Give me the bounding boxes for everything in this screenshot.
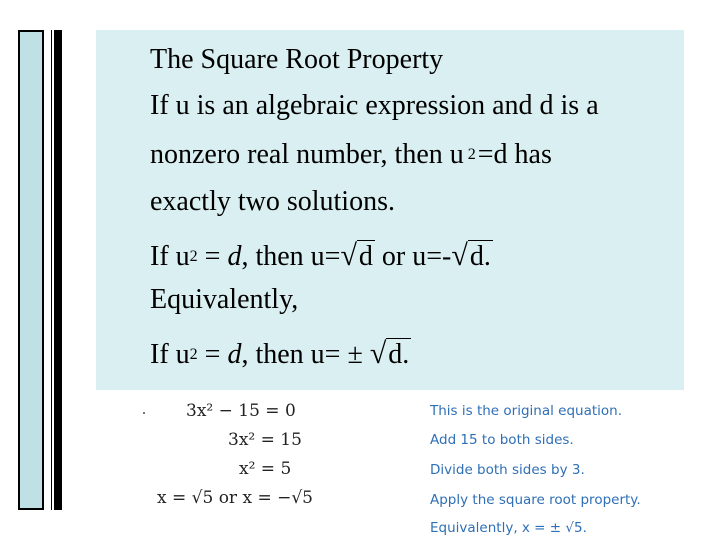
exponent: 2 xyxy=(189,346,198,363)
line2-text-a: nonzero real number, then u xyxy=(150,139,464,170)
step-note-4: Apply the square root property. xyxy=(430,492,641,508)
line2-text-b: =d has xyxy=(477,139,552,170)
equals-sign: = xyxy=(197,241,228,272)
plus-minus-line xyxy=(150,339,411,369)
equals-sign: = xyxy=(197,339,228,370)
variable-d: d xyxy=(227,241,242,272)
sqrt-argument: d. xyxy=(388,339,410,370)
left-decorative-stripe xyxy=(44,30,52,510)
stray-dot xyxy=(143,412,145,414)
sqrt-icon: √ xyxy=(340,239,357,272)
sqrt-expression xyxy=(451,241,492,271)
text-if-u: If u xyxy=(150,241,190,272)
equation-step-2: 3x² = 15 xyxy=(228,430,302,450)
exponent: 2 xyxy=(467,146,476,163)
equation-step-1: 3x² − 15 = 0 xyxy=(186,401,296,421)
slide-title: The Square Root Property xyxy=(150,44,444,75)
text-or: or u=- xyxy=(374,241,452,272)
text-then: , then u= xyxy=(241,241,341,272)
equivalently-label: Equivalently, xyxy=(150,284,299,315)
equation-step-4: x = √5 or x = −√5 xyxy=(157,488,313,508)
definition-line-3: exactly two solutions. xyxy=(150,186,395,217)
sqrt-icon: √ xyxy=(451,239,468,272)
left-decorative-bar xyxy=(18,30,44,510)
text-then: , then u= ± xyxy=(241,339,370,370)
step-note-1: This is the original equation. xyxy=(430,403,623,419)
exponent: 2 xyxy=(189,248,198,265)
step-note-3: Divide both sides by 3. xyxy=(430,462,585,478)
left-decorative-black-bar xyxy=(54,30,62,510)
sqrt-expression xyxy=(340,241,374,271)
variable-d: d xyxy=(227,339,242,370)
property-line xyxy=(150,241,493,271)
step-note-2: Add 15 to both sides. xyxy=(430,432,574,448)
sqrt-icon: √ xyxy=(369,337,387,370)
sqrt-argument: d xyxy=(358,241,373,272)
sqrt-argument: d. xyxy=(469,241,491,272)
definition-line-1: If u is an algebraic expression and d is a xyxy=(150,90,599,121)
equation-step-3: x² = 5 xyxy=(239,459,292,479)
definition-line-2 xyxy=(150,141,552,169)
sqrt-expression xyxy=(370,339,411,369)
text-if-u: If u xyxy=(150,339,190,370)
step-note-5: Equivalently, x = ± √5. xyxy=(430,520,587,536)
